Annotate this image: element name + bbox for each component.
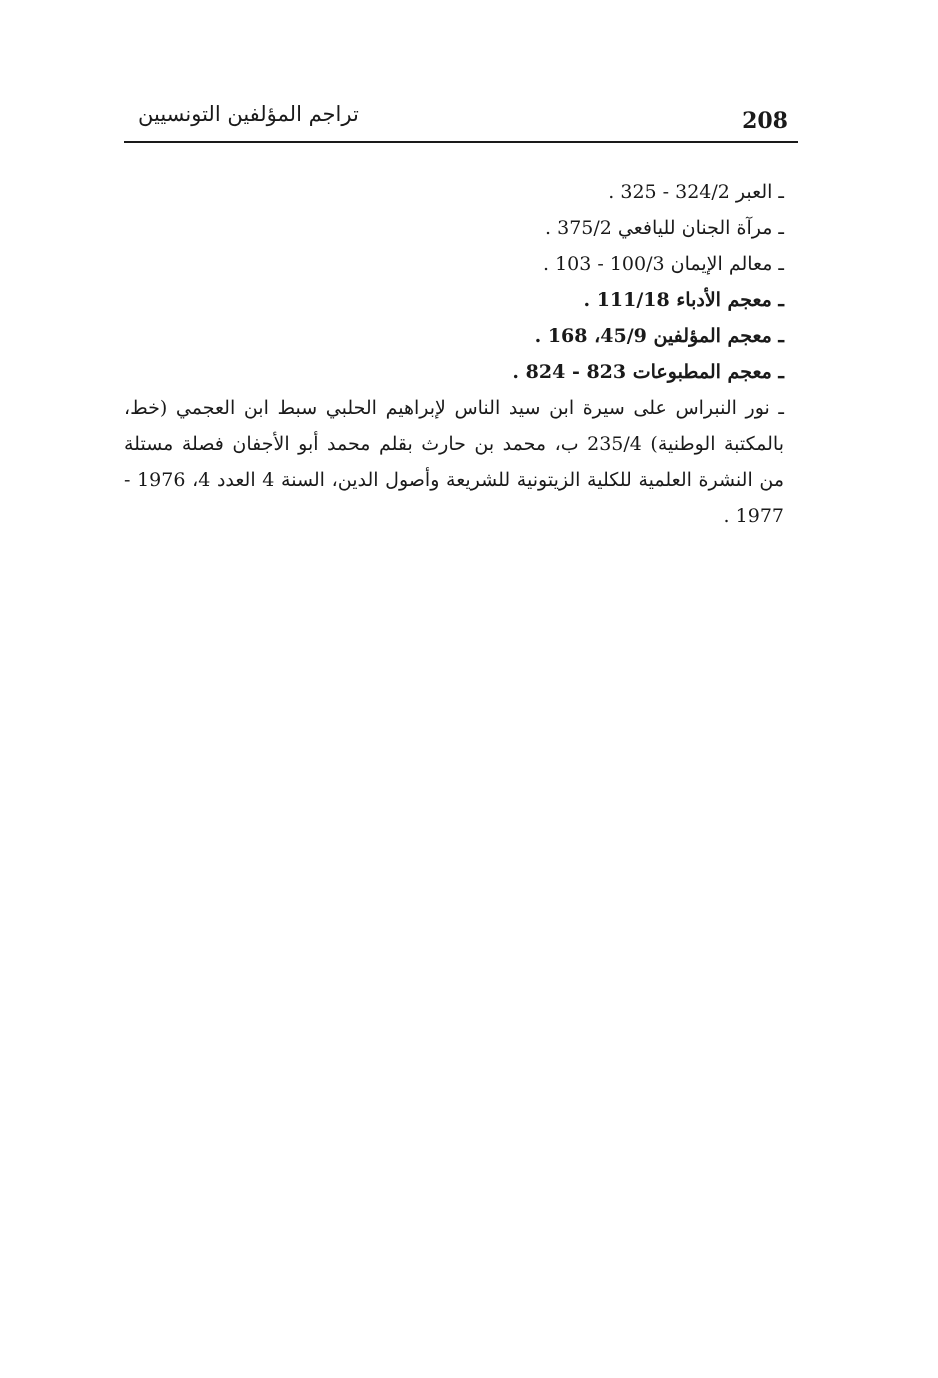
reference-item: ـ معجم المطبوعات 823 - 824 . bbox=[512, 361, 784, 383]
reference-item: ـ نور النبراس على سيرة ابن سيد الناس لإبراهيم الحلبي سبط ابن العجمي (خط، بالمكتبة الوطنية) 235/4 ب، محمد بن حارث بقلم محمد أبو الأجفان فصلة مستلة من النشرة العلمية للكلية الزيتونية للشريعة وأصول الدين، السنة 4 العدد 4، 1976 - 1977 . bbox=[124, 397, 785, 527]
reference-list bbox=[124, 174, 784, 534]
reference-item: ـ مرآة الجنان لليافعي 375/2 . bbox=[545, 217, 784, 239]
reference-item: ـ معجم الأدباء 111/18 . bbox=[583, 289, 784, 311]
running-header bbox=[124, 98, 798, 138]
reference-item: ـ معالم الإيمان 100/3 - 103 . bbox=[542, 253, 784, 275]
book-title: تراجم المؤلفين التونسيين bbox=[138, 102, 359, 126]
page-number: 208 bbox=[742, 108, 788, 134]
reference-item: ـ العبر 324/2 - 325 . bbox=[608, 181, 784, 203]
header-rule bbox=[124, 141, 798, 143]
reference-item: ـ معجم المؤلفين 45/9، 168 . bbox=[534, 325, 784, 347]
